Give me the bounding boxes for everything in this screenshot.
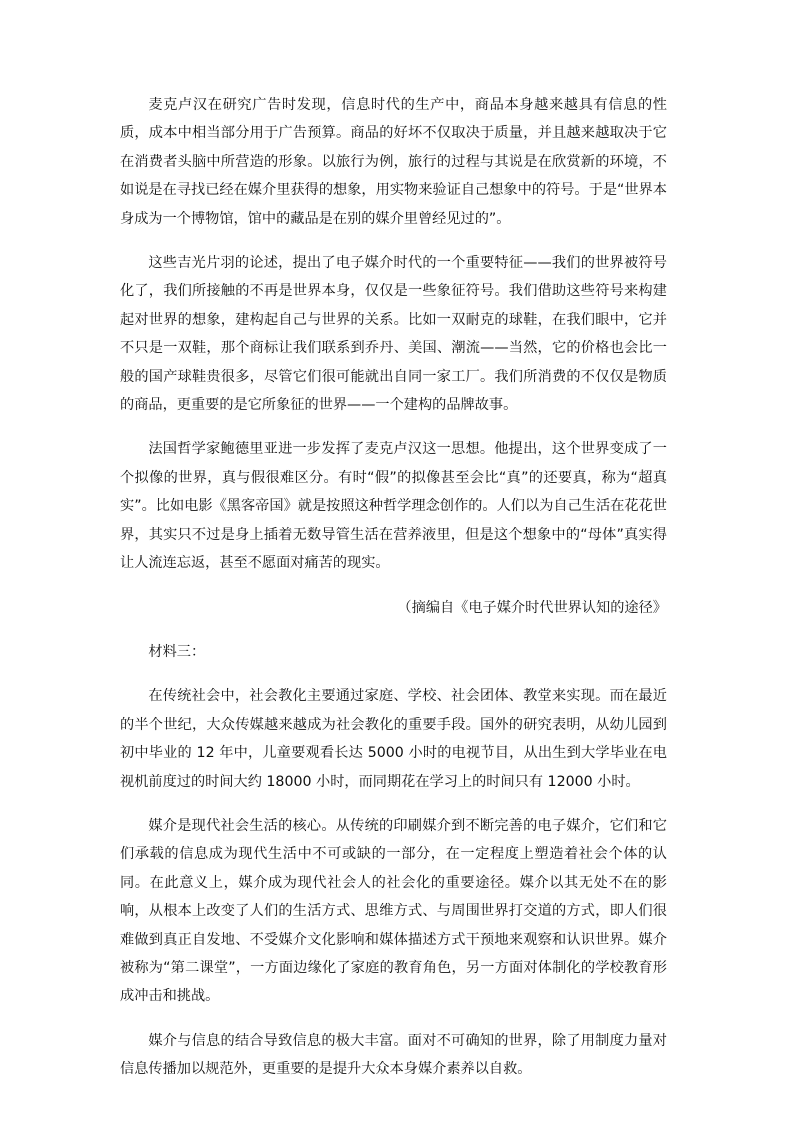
paragraph-mcluhan-advertising: 麦克卢汉在研究广告时发现，信息时代的生产中，商品本身越来越具有信息的性质，成本中相当部分用于广告预算。商品的好坏不仅取决于质量，并且越来越取决于它在消费者头脑中所营造的形象。以旅行为例，旅行的过程与其说是在欣赏新的环境，不如说是在寻找已经在媒介里获得的想象，用实物来验证自己想象中的符号。于是“世界本身成为一个博物馆，馆中的藏品是在别的媒介里曾经见过的”。 [120, 97, 667, 227]
paragraph-baudrillard: 法国哲学家鲍德里亚进一步发挥了麦克卢汉这一思想。他提出，这个世界变成了一个拟像的世界，真与假很难区分。有时“假”的拟像甚至会比“真”的还要真，称为“超真实”。比如电影《黑客帝国》就是按照这种哲学理念创作的。人们以为自己生活在花花世界，其实只不过是身上插着无数导管生活在营养液里，但是这个想象中的“母体”真实得让人流连忘返，甚至不愿面对痛苦的现实。 [120, 441, 667, 572]
document-body [120, 91, 667, 1100]
paragraph-media-core: 媒介是现代社会生活的核心。从传统的印刷媒介到不断完善的电子媒介，它们和它们承载的信息成为现代生活中不可或缺的一部分，在一定程度上塑造着社会个体的认同。在此意义上，媒介成为现代社会人的社会化的重要途径。媒介以其无处不在的影响，从根本上改变了人们的生活方式、思维方式、与周围世界打交道的方式，即人们很难做到真正自发地、不受媒介文化影响和媒体描述方式干预地来观察和认识世界。媒介被称为“第二课堂”，一方面边缘化了家庭的教育角色，另一方面对体制化的学校教育形成冲击和挑战。 [120, 817, 667, 1005]
paragraph-media-literacy: 媒介与信息的结合导致信息的极大丰富。面对不可确知的世界，除了用制度力量对信息传播加以规范外，更重要的是提升大众本身媒介素养以自救。 [120, 1032, 667, 1078]
source-citation: （摘编自《电子媒介时代世界认知的途径》 [397, 599, 667, 616]
paragraph-social-education: 在传统社会中，社会教化主要通过家庭、学校、社会团体、教堂来实现。而在最近的半个世纪，大众传媒越来越成为社会教化的重要手段。国外的研究表明，从幼儿园到初中毕业的 12 年中，儿童要观看长达 5000 小时的电视节目，从出生到大学毕业在电视机前度过的时间大约 18000 小时，而同期花在学习上的时间只有 12000 小时。 [120, 688, 667, 790]
paragraph-symbolization: 这些吉光片羽的论述，提出了电子媒介时代的一个重要特征——我们的世界被符号化了，我们所接触的不再是世界本身，仅仅是一些象征符号。我们借助这些符号来构建起对世界的想象，建构起自己与世界的关系。比如一双耐克的球鞋，在我们眼中，它并不只是一双鞋，那个商标让我们联系到乔丹、美国、潮流——当然，它的价格也会比一般的国产球鞋贵很多，尽管它们很可能就出自同一家工厂。我们所消费的不仅仅是物质的商品，更重要的是它所象征的世界——一个建构的品牌故事。 [120, 255, 667, 414]
material-label: 材料三： [148, 643, 206, 660]
